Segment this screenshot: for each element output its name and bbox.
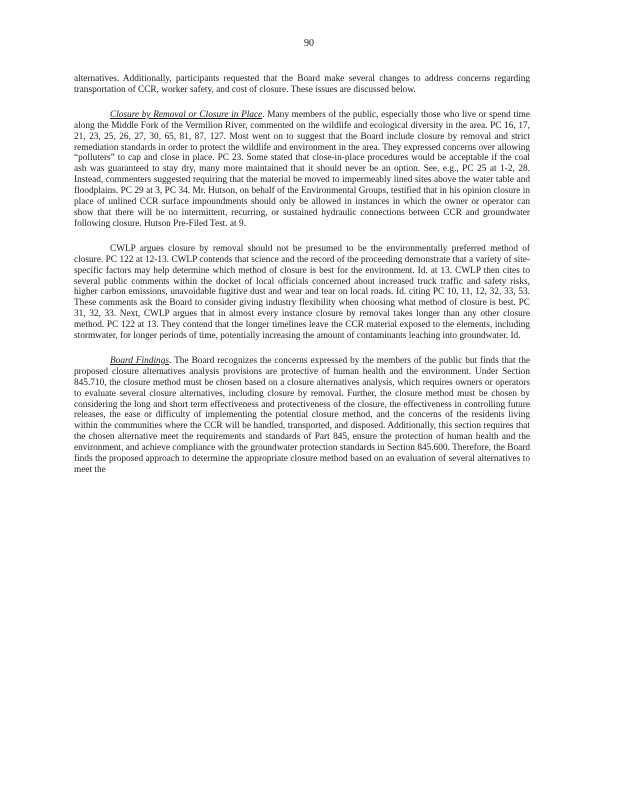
paragraph-cwlp: CWLP argues closure by removal should not be presumed to be the environmentally preferred method of closure. PC 122 at 12-13. CWLP contends that science and the record of the proceeding demonstrate that a variety of site-specific factors may help determine which method of closure is best for the environment. Id. at 13. CWLP then cites to several public comments within the docket of local officials concerned about increased truck traffic and safety risks, higher carbon emissions, unavoidable fugitive dust and wear and tear on local roads. Id. citing PC 10, 11, 12, 32, 33, 53. These comments ask the Board to consider giving industry flexibility when choosing what method of closure is best. PC 31, 32, 33. Next, CWLP argues that in almost every instance closure by removal takes longer than any other closure method. PC 122 at 13. They contend that the longer timelines leave the CCR material exposed to the elements, including stormwater, for longer periods of time, potentially increasing the amount of contaminants leaching into groundwater. Id. [74, 243, 530, 342]
paragraph-closure-methods [74, 110, 530, 230]
page-number: 90 [304, 38, 314, 49]
paragraph-closure-body: . Many members of the public, especially those who live or spend time along the Middle Fork of the Vermilion River, commented on the wildlife and ecological diversity in the area. PC 16, 17, 21, 23, 25, 26, 27, 30, 65, 81, 87, 127. Most went on to suggest that the Board include closure by removal and strict remediation standards in order to protect the wildlife and environment in the area. They expressed concerns over allowing “polluters” to cap and close in place. PC 23. Some stated that close-in-place procedures would be acceptable if the coal ash was guaranteed to stay dry, many more maintained that it should never be an option. See, e.g., PC 25 at 1-2, 28. Instead, commenters suggested requiring that the material be moved to impermeably lined sites above the water table and floodplains. PC 29 at 3, PC 34. Mr. Hutson, on behalf of the Environmental Groups, testified that in his opinion closure in place of unlined CCR surface impoundments should only be allowed in instances in which the owner or operator can show that there will be no intermittent, recurring, or sustained hydraulic connections between CCR and groundwater following closure. Hutson Pre-Filed Test. at 9. [74, 109, 530, 229]
section-heading-board-findings: Board Findings [110, 355, 169, 366]
paragraph-intro: alternatives. Additionally, participants requested that the Board make several changes to address concerns regarding transportation of CCR, worker safety, and cost of closure. These issues are discussed below. [74, 74, 530, 95]
paragraph-board-findings [74, 356, 530, 476]
document-body [74, 72, 530, 490]
paragraph-board-findings-body: . The Board recognizes the concerns expressed by the members of the public but finds that the proposed closure alternatives analysis provisions are protective of human health and the environment. Under Section 845.710, the closure method must be chosen based on a closure alternatives analysis, which requires owners or operators to evaluate several closure alternatives, including closure by removal. Further, the closure method must be chosen by considering the long and short term effectiveness and protectiveness of the closure, the effectiveness in controlling future releases, the ease or difficulty of implementing the potential closure method, and the concerns of the residents living within the communities where the CCR will be handled, transported, and disposed. Additionally, this section requires that the chosen alternative meet the requirements and standards of Part 845, ensure the protection of human health and the environment, and achieve compliance with the groundwater protection standards in Section 845.600. Therefore, the Board finds the proposed approach to determine the appropriate closure method based on an evaluation of several alternatives to meet the [74, 355, 530, 475]
section-heading-closure: Closure by Removal or Closure in Place [110, 109, 263, 120]
